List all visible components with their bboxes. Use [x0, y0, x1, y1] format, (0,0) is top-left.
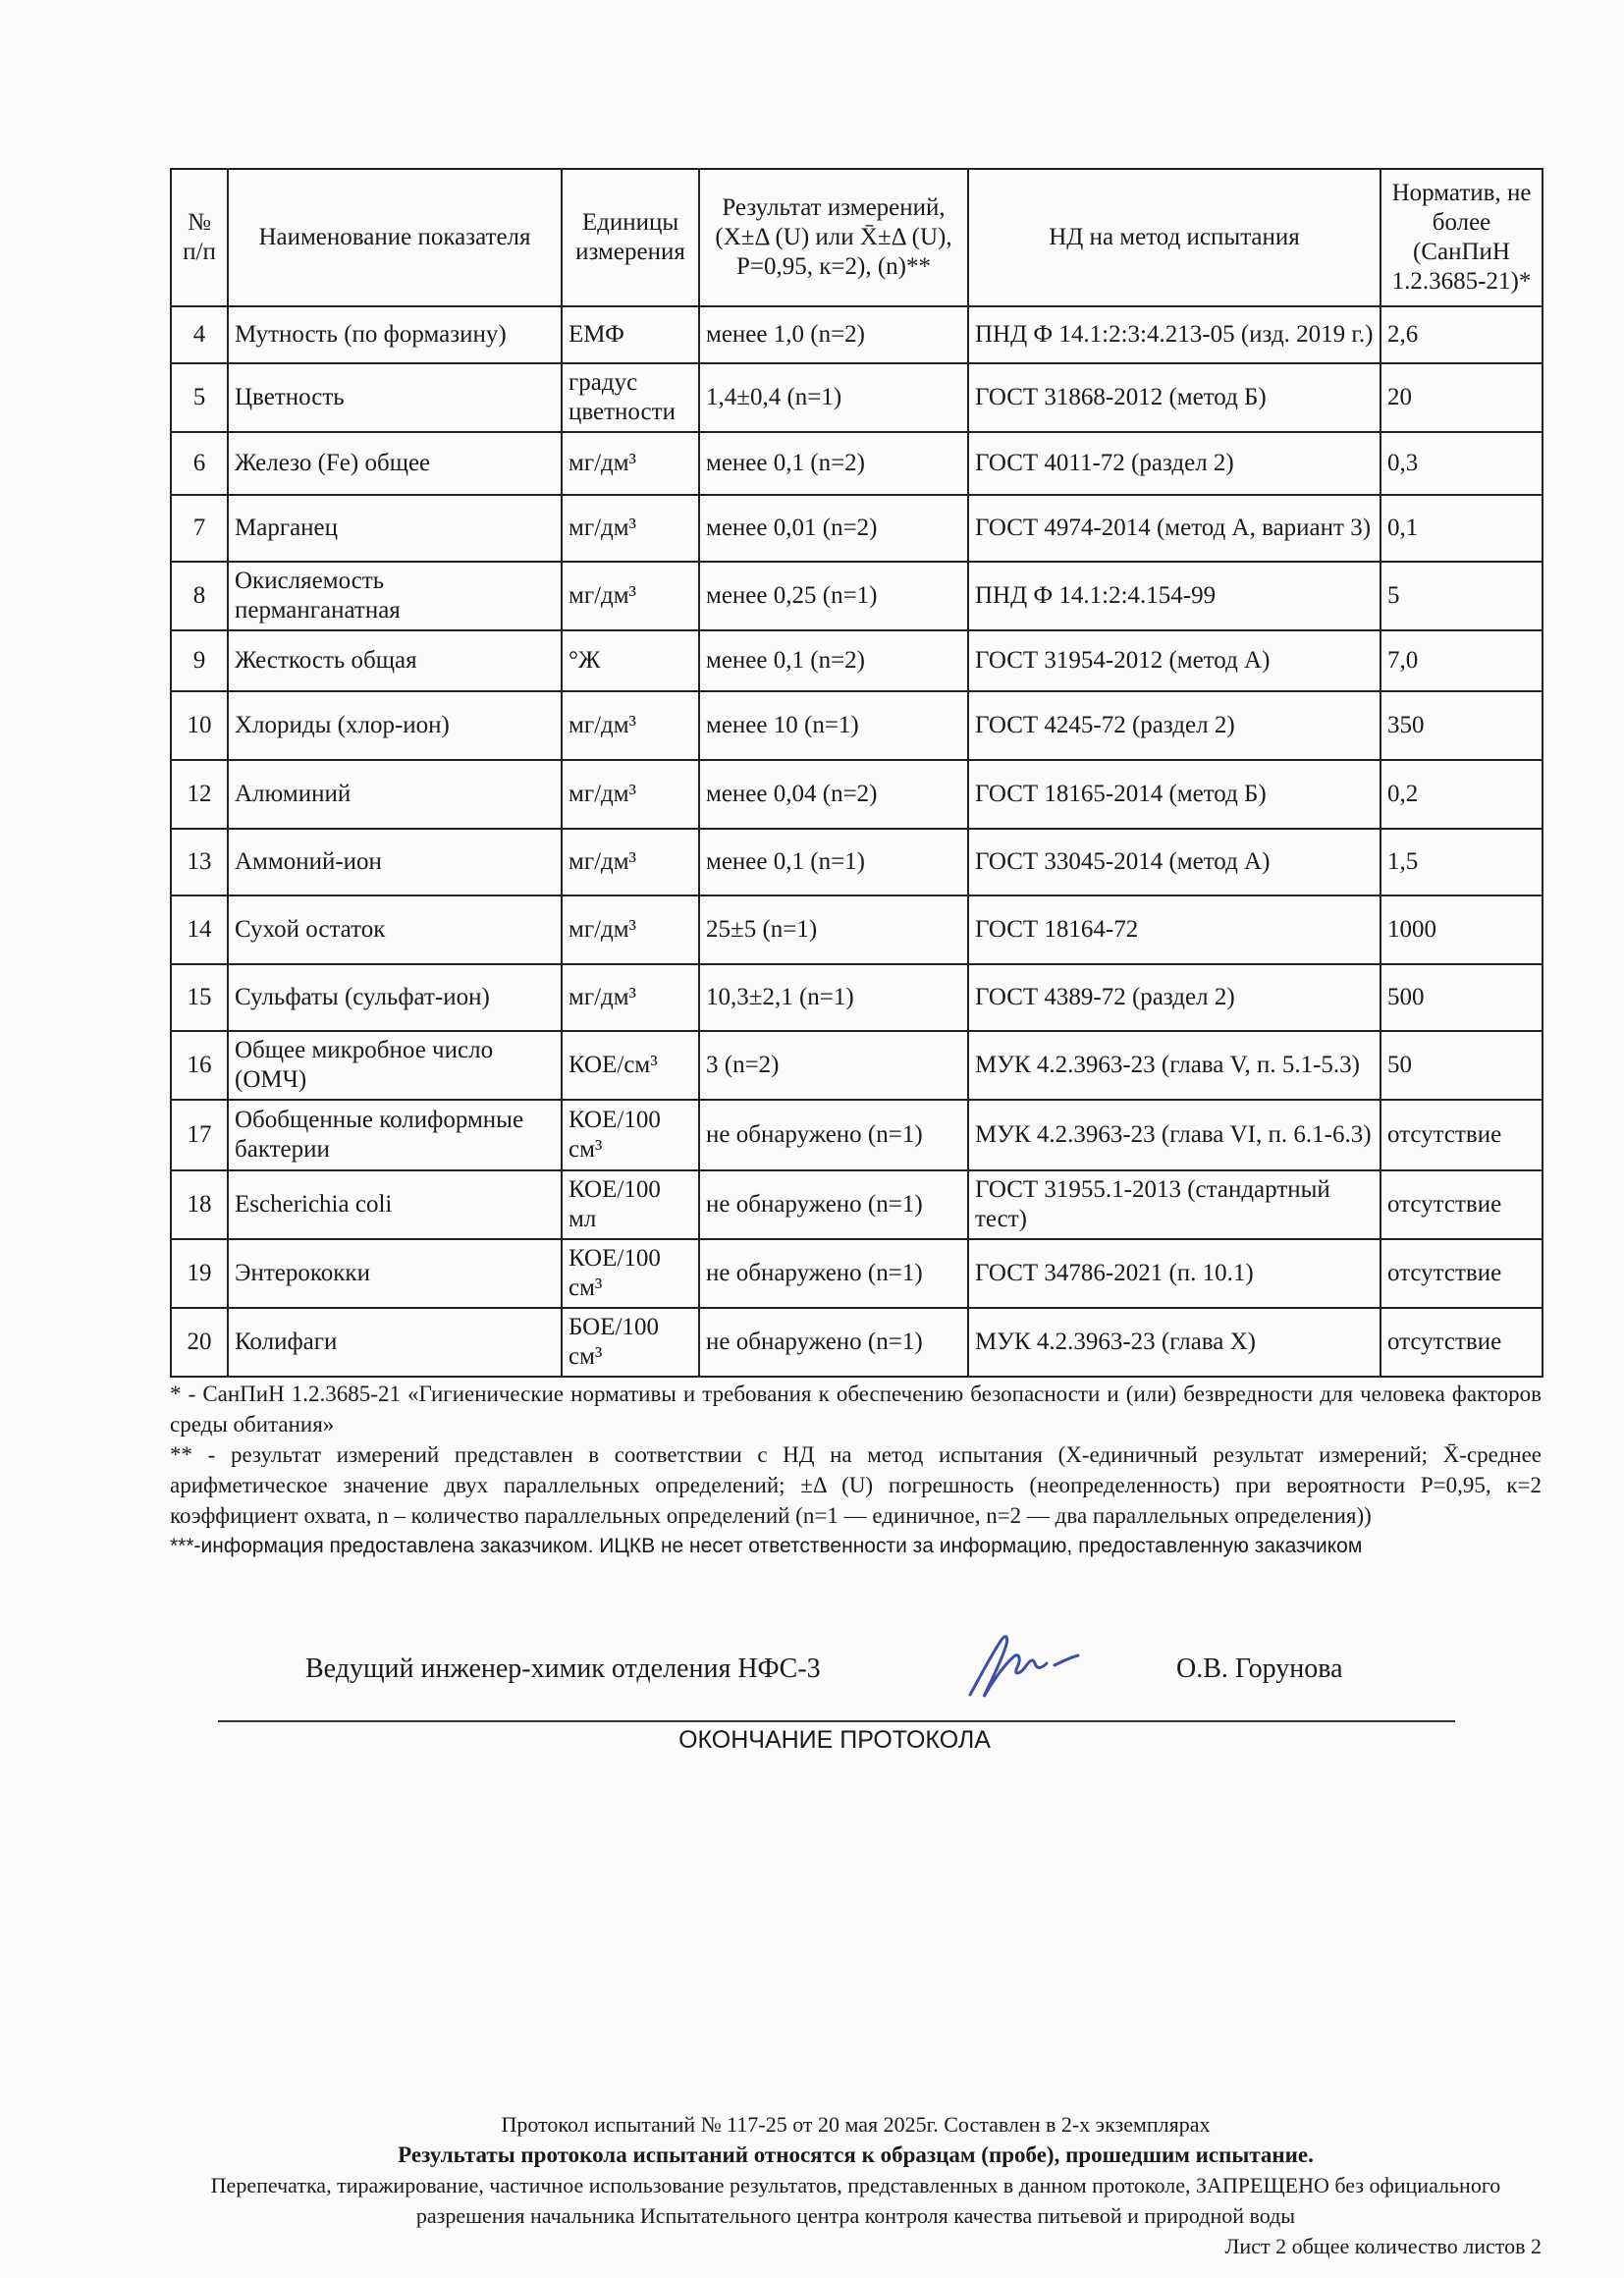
row-number-cell: 4 — [171, 306, 228, 363]
table-row — [171, 1239, 1543, 1308]
indicator-name-cell: Хлориды (хлор-ион) — [228, 691, 562, 760]
indicator-name-cell: Аммоний-ион — [228, 829, 562, 895]
norm-value-cell: 350 — [1380, 691, 1543, 760]
measurement-result-cell: менее 0,1 (n=2) — [699, 432, 968, 495]
table-row — [171, 760, 1543, 829]
handwritten-signature — [950, 1618, 1108, 1707]
test-method-cell: ПНД Ф 14.1:2:4.154-99 — [968, 562, 1380, 630]
table-row — [171, 630, 1543, 691]
table-row — [171, 1100, 1543, 1170]
row-number-cell: 15 — [171, 964, 228, 1031]
table-row — [171, 895, 1543, 964]
table-row — [171, 432, 1543, 495]
footer-copyright: Перепечатка, тиражирование, частичное использование результатов, представленных в данном протоколе, ЗАПРЕЩЕНО без официального разрешения начальника Испытательного центра контроля качества питьевой и природной воды — [210, 2173, 1501, 2228]
indicator-name-cell: Цветность — [228, 363, 562, 432]
row-number-cell: 18 — [171, 1170, 228, 1239]
unit-cell: мг/дм³ — [562, 895, 699, 964]
test-method-cell: ГОСТ 18164-72 — [968, 895, 1380, 964]
norm-value-cell: 0,2 — [1380, 760, 1543, 829]
indicator-name-cell: Энтерококки — [228, 1239, 562, 1308]
unit-cell: °Ж — [562, 630, 699, 691]
unit-cell: градус цветности — [562, 363, 699, 432]
measurement-result-cell: 10,3±2,1 (n=1) — [699, 964, 968, 1031]
unit-cell: ЕМФ — [562, 306, 699, 363]
indicator-name-cell: Сульфаты (сульфат-ион) — [228, 964, 562, 1031]
row-number-cell: 9 — [171, 630, 228, 691]
table-row — [171, 495, 1543, 562]
measurement-result-cell: менее 0,25 (n=1) — [699, 562, 968, 630]
measurement-result-cell: не обнаружено (n=1) — [699, 1100, 968, 1170]
page-footer — [170, 2109, 1542, 2261]
test-method-cell: ГОСТ 31954-2012 (метод А) — [968, 630, 1380, 691]
table-row — [171, 562, 1543, 630]
norm-value-cell: отсутствие — [1380, 1239, 1543, 1308]
footnote-customer-info: ***-информация предоставлена заказчиком. ИЦКВ не несет ответственности за информацию, предоставленную заказчиком — [170, 1535, 1363, 1557]
unit-cell: КОЕ/100 мл — [562, 1170, 699, 1239]
measurement-result-cell: 1,4±0,4 (n=1) — [699, 363, 968, 432]
measurement-result-cell: не обнаружено (n=1) — [699, 1308, 968, 1377]
protocol-end: ОКОНЧАНИЕ ПРОТОКОЛА — [678, 1726, 991, 1754]
divider-line — [218, 1720, 1455, 1722]
indicator-name-cell: Железо (Fe) общее — [228, 432, 562, 495]
test-method-cell: ГОСТ 4389-72 (раздел 2) — [968, 964, 1380, 1031]
row-number-cell: 12 — [171, 760, 228, 829]
measurement-result-cell: не обнаружено (n=1) — [699, 1239, 968, 1308]
unit-cell: КОЕ/см³ — [562, 1031, 699, 1100]
test-method-cell: МУК 4.2.3963-23 (глава V, п. 5.1-5.3) — [968, 1031, 1380, 1100]
test-method-cell: ГОСТ 4011-72 (раздел 2) — [968, 432, 1380, 495]
indicator-name-cell: Алюминий — [228, 760, 562, 829]
unit-cell: мг/дм³ — [562, 432, 699, 495]
indicator-name-cell: Общее микробное число (ОМЧ) — [228, 1031, 562, 1100]
norm-value-cell: 0,3 — [1380, 432, 1543, 495]
norm-value-cell: 2,6 — [1380, 306, 1543, 363]
row-number-cell: 13 — [171, 829, 228, 895]
norm-value-cell: 1000 — [1380, 895, 1543, 964]
unit-cell: мг/дм³ — [562, 829, 699, 895]
row-number-cell: 16 — [171, 1031, 228, 1100]
row-number-cell: 7 — [171, 495, 228, 562]
table-row — [171, 964, 1543, 1031]
test-method-cell: ГОСТ 4245-72 (раздел 2) — [968, 691, 1380, 760]
table-row — [171, 306, 1543, 363]
indicator-name-cell: Мутность (по формазину) — [228, 306, 562, 363]
test-method-cell: МУК 4.2.3963-23 (глава X) — [968, 1308, 1380, 1377]
table-row — [171, 829, 1543, 895]
test-method-cell: ПНД Ф 14.1:2:3:4.213-05 (изд. 2019 г.) — [968, 306, 1380, 363]
unit-cell: БОЕ/100 см³ — [562, 1308, 699, 1377]
footnotes — [170, 1379, 1542, 1561]
table-header-row — [171, 169, 1543, 306]
table-row — [171, 691, 1543, 760]
row-number-cell: 6 — [171, 432, 228, 495]
results-table — [170, 168, 1543, 1378]
test-method-cell: ГОСТ 33045-2014 (метод А) — [968, 829, 1380, 895]
test-method-cell: ГОСТ 34786-2021 (п. 10.1) — [968, 1239, 1380, 1308]
row-number-cell: 20 — [171, 1308, 228, 1377]
norm-value-cell: 5 — [1380, 562, 1543, 630]
test-method-cell: ГОСТ 31955.1-2013 (стандартный тест) — [968, 1170, 1380, 1239]
norm-value-cell: 7,0 — [1380, 630, 1543, 691]
norm-value-cell: отсутствие — [1380, 1100, 1543, 1170]
norm-value-cell: отсутствие — [1380, 1170, 1543, 1239]
table-row — [171, 1170, 1543, 1239]
indicator-name-cell: Марганец — [228, 495, 562, 562]
measurement-result-cell: 25±5 (n=1) — [699, 895, 968, 964]
unit-cell: мг/дм³ — [562, 760, 699, 829]
unit-cell: мг/дм³ — [562, 562, 699, 630]
unit-cell: мг/дм³ — [562, 495, 699, 562]
unit-cell: КОЕ/100 см³ — [562, 1239, 699, 1308]
measurement-result-cell: менее 10 (n=1) — [699, 691, 968, 760]
row-number-cell: 14 — [171, 895, 228, 964]
unit-cell: мг/дм³ — [562, 691, 699, 760]
indicator-name-cell: Колифаги — [228, 1308, 562, 1377]
measurement-result-cell: не обнаружено (n=1) — [699, 1170, 968, 1239]
unit-cell: мг/дм³ — [562, 964, 699, 1031]
row-number-cell: 19 — [171, 1239, 228, 1308]
measurement-result-cell: менее 0,01 (n=2) — [699, 495, 968, 562]
header-result: Результат измерений, (X±Δ (U) или X̄±Δ (U), P=0,95, к=2), (n)** — [699, 169, 968, 306]
measurement-result-cell: менее 0,1 (n=1) — [699, 829, 968, 895]
test-method-cell: ГОСТ 31868-2012 (метод Б) — [968, 363, 1380, 432]
measurement-result-cell: менее 0,1 (n=2) — [699, 630, 968, 691]
footer-sheet-count: Лист 2 общее количество листов 2 — [1224, 2234, 1542, 2258]
footer-protocol-info: Протокол испытаний № 117-25 от 20 мая 2025г. Составлен в 2-х экземплярах — [501, 2112, 1211, 2137]
norm-value-cell: 1,5 — [1380, 829, 1543, 895]
row-number-cell: 5 — [171, 363, 228, 432]
test-method-cell: МУК 4.2.3963-23 (глава VI, п. 6.1-6.3) — [968, 1100, 1380, 1170]
footer-results-note: Результаты протокола испытаний относятся к образцам (пробе), прошедшим испытание. — [398, 2142, 1314, 2167]
header-num: № п/п — [171, 169, 228, 306]
norm-value-cell: 20 — [1380, 363, 1543, 432]
table-row — [171, 1308, 1543, 1377]
unit-cell: КОЕ/100 см³ — [562, 1100, 699, 1170]
indicator-name-cell: Сухой остаток — [228, 895, 562, 964]
indicator-name-cell: Обобщенные колиформные бактерии — [228, 1100, 562, 1170]
test-method-cell: ГОСТ 4974-2014 (метод А, вариант 3) — [968, 495, 1380, 562]
table-row — [171, 363, 1543, 432]
norm-value-cell: отсутствие — [1380, 1308, 1543, 1377]
indicator-name-cell: Жесткость общая — [228, 630, 562, 691]
row-number-cell: 8 — [171, 562, 228, 630]
measurement-result-cell: менее 0,04 (n=2) — [699, 760, 968, 829]
footnote-measurement: ** - результат измерений представлен в соответствии с НД на метод испытания (X-единичный результат измерений; X̄-среднее арифметическое значение двух параллельных определений; ±Δ (U) погрешность (неопределенность) при вероятности P=0,95, к=2 коэффициент охвата, n – количество параллельных определений (n=1 — единичное, n=2 — два параллельных определения)) — [170, 1442, 1542, 1528]
indicator-name-cell: Escherichia coli — [228, 1170, 562, 1239]
test-method-cell: ГОСТ 18165-2014 (метод Б) — [968, 760, 1380, 829]
table-body — [171, 306, 1543, 1377]
measurement-result-cell: менее 1,0 (n=2) — [699, 306, 968, 363]
row-number-cell: 17 — [171, 1100, 228, 1170]
header-norm: Норматив, не более (СанПиН 1.2.3685-21)* — [1380, 169, 1543, 306]
signer-name: О.В. Горунова — [1176, 1654, 1343, 1684]
table-row — [171, 1031, 1543, 1100]
header-units: Единицы измерения — [562, 169, 699, 306]
header-method: НД на метод испытания — [968, 169, 1380, 306]
footnote-sanpin: * - СанПиН 1.2.3685-21 «Гигиенические нормативы и требования к обеспечению безопасности и (или) безвредности для человека факторов среды обитания» — [170, 1382, 1542, 1437]
norm-value-cell: 0,1 — [1380, 495, 1543, 562]
measurement-result-cell: 3 (n=2) — [699, 1031, 968, 1100]
norm-value-cell: 500 — [1380, 964, 1543, 1031]
row-number-cell: 10 — [171, 691, 228, 760]
signer-title: Ведущий инженер-химик отделения НФС-3 — [305, 1654, 821, 1684]
norm-value-cell: 50 — [1380, 1031, 1543, 1100]
indicator-name-cell: Окисляемость перманганатная — [228, 562, 562, 630]
header-name: Наименование показателя — [228, 169, 562, 306]
